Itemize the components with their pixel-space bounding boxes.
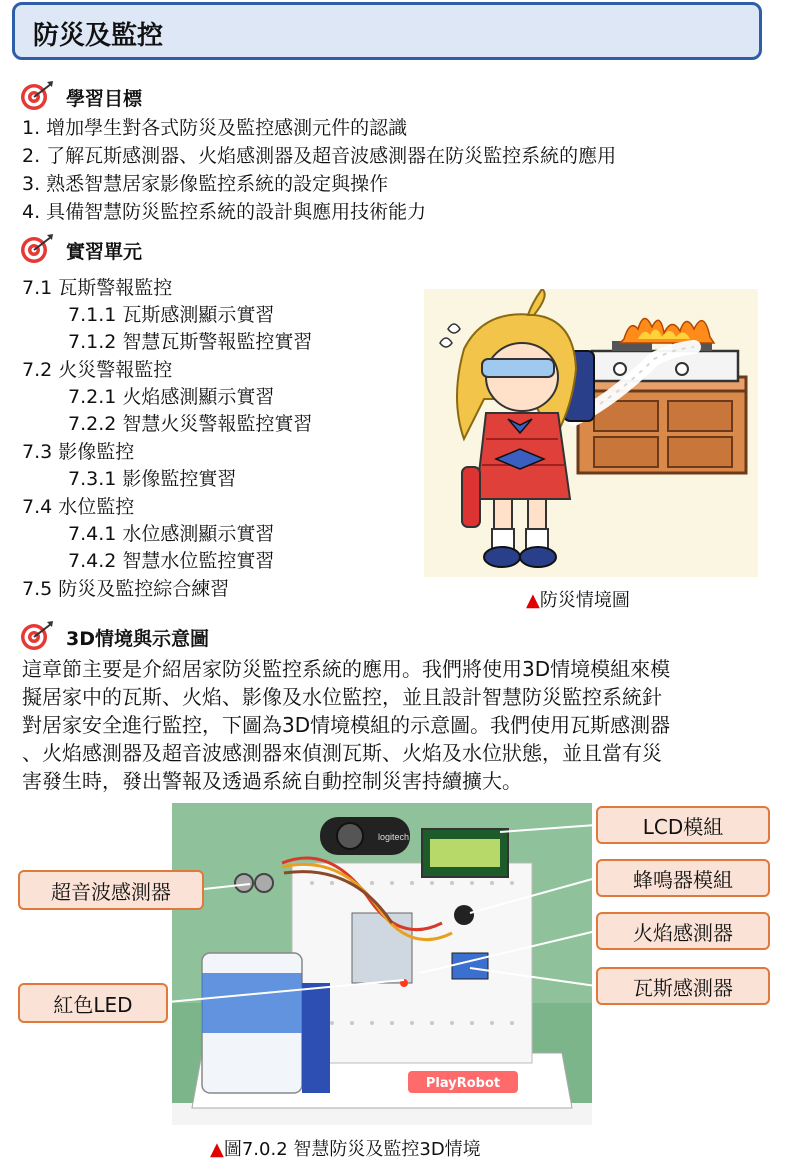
callout-red-led: 紅色LED [18, 983, 168, 1023]
camera-brand: logitech [378, 832, 410, 842]
brand-plate-text: PlayRobot [425, 1076, 501, 1091]
callout-lcd: LCD模組 [596, 806, 770, 844]
paragraph-line: 害發生時，發出警報及透過系統自動控制災害持續擴大。 [22, 769, 522, 793]
unit-subitem: 7.1.1 瓦斯感測顯示實習 [68, 304, 275, 326]
paragraph-line: 、火焰感測器及超音波感測器來偵測瓦斯、火焰及水位狀態，並且當有災 [22, 741, 662, 765]
callout-buzzer: 蜂鳴器模組 [596, 859, 770, 897]
unit-subitem: 7.2.2 智慧火災警報監控實習 [68, 413, 313, 435]
unit-subitem: 7.3.1 影像監控實習 [68, 468, 237, 490]
figure-caption [210, 1135, 481, 1161]
unit-subitem: 7.4.2 智慧水位監控實習 [68, 550, 275, 572]
callout-gas-sensor: 瓦斯感測器 [596, 967, 770, 1005]
objective-item: 4. 具備智慧防災監控系統的設計與應用技術能力 [22, 201, 427, 223]
section-heading-objectives: 學習目標 [66, 88, 143, 110]
unit-item: 7.4 水位監控 [22, 496, 135, 518]
objective-item: 1. 增加學生對各式防災及監控感測元件的認識 [22, 117, 408, 139]
objective-item: 2. 了解瓦斯感測器、火焰感測器及超音波感測器在防災監控系統的應用 [22, 145, 617, 167]
paragraph-line: 擬居家中的瓦斯、火焰、影像及水位監控，並且設計智慧防災監控系統針 [22, 685, 662, 709]
unit-item: 7.1 瓦斯警報監控 [22, 277, 173, 299]
caption-marker: ▲ [210, 1139, 224, 1160]
unit-subitem: 7.2.1 火焰感測顯示實習 [68, 386, 275, 408]
unit-item: 7.2 火災警報監控 [22, 359, 173, 381]
unit-subitem: 7.4.1 水位感測顯示實習 [68, 523, 275, 545]
section-heading-scenario: 3D情境與示意圖 [66, 628, 209, 650]
objective-item: 3. 熟悉智慧居家影像監控系統的設定與操作 [22, 173, 389, 195]
caption-marker: ▲ [526, 590, 540, 611]
illustration-caption-text: 防災情境圖 [539, 590, 630, 611]
unit-item: 7.3 影像監控 [22, 441, 135, 463]
callout-ultrasonic-sensor: 超音波感測器 [18, 870, 204, 910]
unit-subitem: 7.1.2 智慧瓦斯警報監控實習 [68, 331, 313, 353]
callout-flame-sensor: 火焰感測器 [596, 912, 770, 950]
paragraph-line: 對居家安全進行監控，下圖為3D情境模組的示意圖。我們使用瓦斯感測器 [22, 713, 671, 737]
unit-item: 7.5 防災及監控綜合練習 [22, 578, 230, 600]
page-title: 防災及監控 [33, 21, 164, 51]
paragraph-line: 這章節主要是介紹居家防災監控系統的應用。我們將使用3D情境模組來模 [22, 657, 671, 681]
section-heading-units: 實習單元 [66, 241, 143, 263]
figure-caption-text: 圖7.0.2 智慧防災及監控3D情境 [223, 1139, 481, 1160]
